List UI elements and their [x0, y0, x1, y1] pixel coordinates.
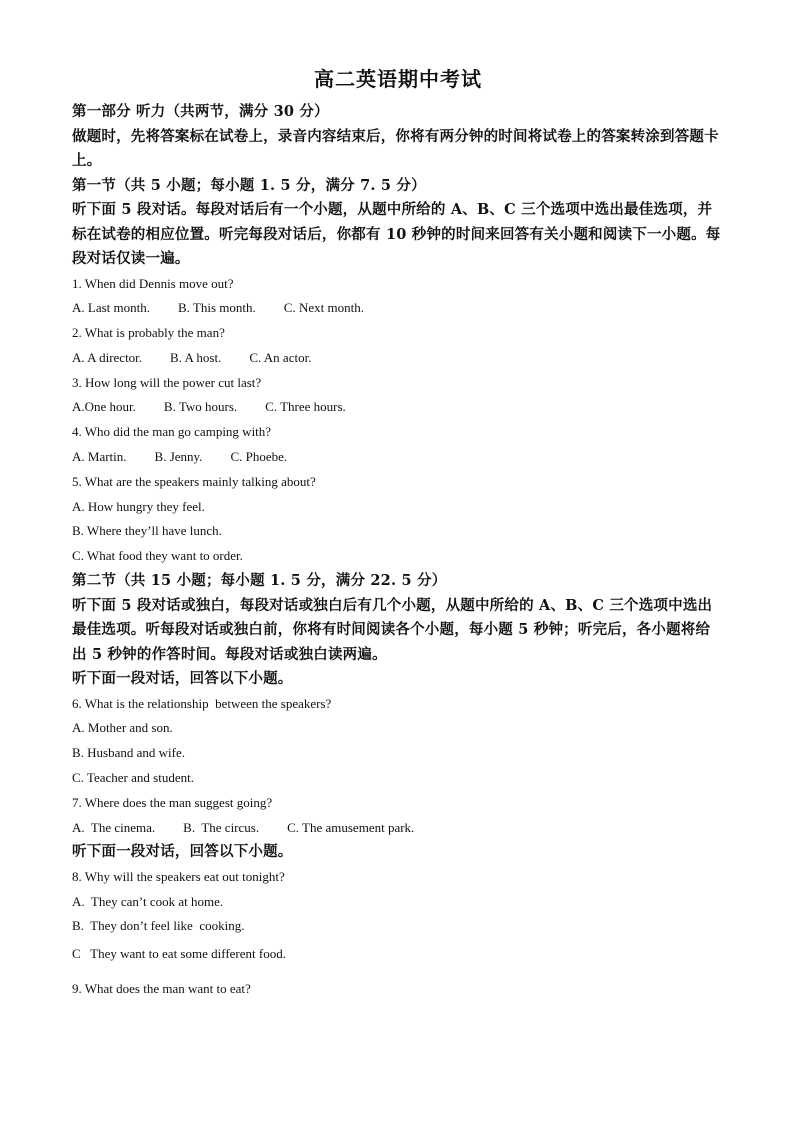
option-a: A. A director. [72, 349, 143, 365]
section2-subheading-2: 听下面一段对话，回答以下小题。 [72, 843, 293, 861]
option-b: B. Jenny. [154, 449, 203, 465]
question-1-options [72, 296, 724, 321]
part1-instructions: 做题时，先将答案标在试卷上，录音内容结束后，你将有两分钟的时间将试卷上的答案转涂到答题卡上。 [72, 127, 719, 169]
question-4: 4. Who did the man go camping with? [72, 424, 272, 440]
question-7-options [72, 816, 724, 841]
option-b: B. Two hours. [163, 399, 238, 415]
section2-instructions: 听下面 5 段对话或独白，每段对话或独白后有几个小题，从题中所给的 A、B、C 三个选项中选出最佳选项。听每段对话或独白前，你将有时间阅读各个小题，每小题 5 秒钟；听完后，各小题将给出 5 秒钟的作答时间。每段对话或独白读两遍。 [72, 596, 713, 663]
question-2-options [72, 346, 724, 371]
part1-header: 第一部分 听力（共两节，满分 30 分） [72, 103, 329, 120]
option-a: A. How hungry they feel. [72, 498, 205, 514]
option-b: B. They don’t feel like cooking. [72, 918, 245, 934]
question-4-options [72, 445, 724, 470]
option-a: A. Last month. [72, 300, 150, 316]
option-a: A. Martin. [72, 449, 127, 465]
question-3: 3. How long will the power cut last? [72, 374, 262, 390]
question-2: 2. What is probably the man? [72, 325, 225, 341]
question-5: 5. What are the speakers mainly talking about? [72, 473, 316, 489]
option-b: B. A host. [170, 349, 222, 365]
question-7: 7. Where does the man suggest going? [72, 794, 273, 810]
option-a: A. They can’t cook at home. [72, 893, 224, 909]
section2-subheading-1: 听下面一段对话，回答以下小题。 [72, 670, 293, 688]
question-9: 9. What does the man want to eat? [72, 981, 251, 997]
option-c: C. What food they want to order. [72, 548, 243, 564]
section2-header: 第二节（共 15 小题；每小题 1. 5 分，满分 22. 5 分） [72, 572, 447, 590]
section1-header: 第一节（共 5 小题；每小题 1. 5 分，满分 7. 5 分） [72, 176, 426, 194]
question-6: 6. What is the relationship between the speakers? [72, 695, 332, 711]
section1-instructions: 听下面 5 段对话。每段对话后有一个小题，从题中所给的 A、B、C 三个选项中选出最佳选项，并标在试卷的相应位置。听完每段对话后，你都有 10 秒钟的时间来回答有关小题和阅读下一小题。每段对话仅读一遍。 [72, 201, 721, 267]
spacer [72, 969, 724, 977]
option-b: B. Husband and wife. [72, 745, 186, 761]
option-a: A.One hour. [72, 399, 136, 415]
option-c: C. Phoebe. [230, 449, 288, 465]
option-b: B. This month. [178, 300, 256, 316]
option-c: C. An actor. [249, 349, 312, 365]
question-1: 1. When did Dennis move out? [72, 275, 234, 291]
option-a: A. The cinema. [72, 819, 156, 835]
option-b: B. Where they’ll have lunch. [72, 523, 222, 539]
option-b: B. The circus. [183, 819, 260, 835]
option-c: C. Three hours. [265, 399, 346, 415]
question-3-options [72, 395, 724, 420]
exam-page [72, 64, 724, 1002]
option-c: C. Next month. [283, 300, 364, 316]
option-a: A. Mother and son. [72, 720, 173, 736]
option-c: C. Teacher and student. [72, 769, 194, 785]
question-8: 8. Why will the speakers eat out tonight? [72, 868, 285, 884]
option-c: C They want to eat some different food. [72, 946, 286, 962]
page-title: 高二英语期中考试 [314, 67, 482, 91]
option-c: C. The amusement park. [287, 819, 415, 835]
